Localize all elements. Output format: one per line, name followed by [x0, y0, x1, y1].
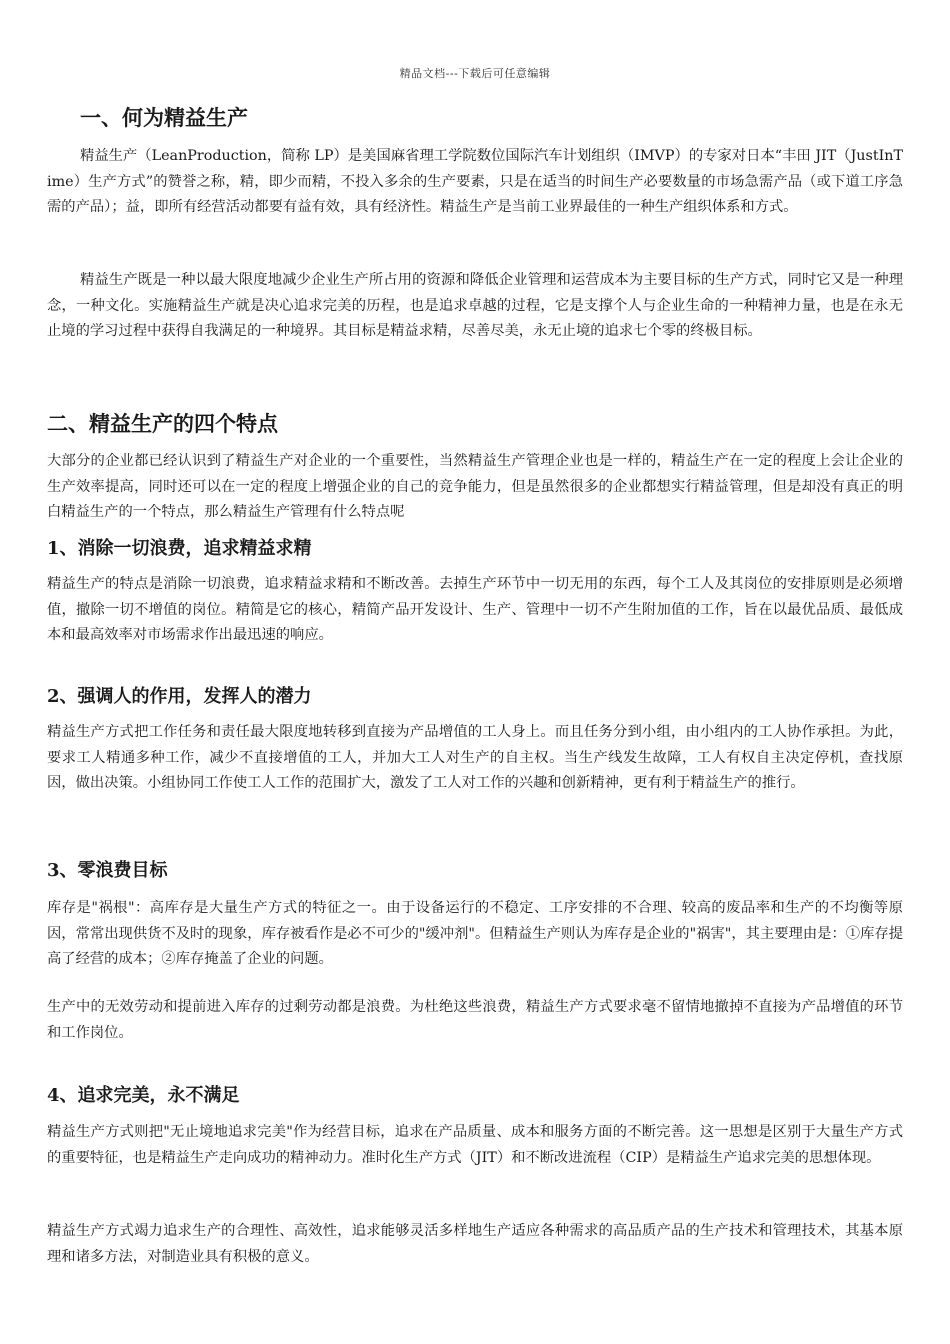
subsection4-title: 4、追求完美，永不满足: [47, 1085, 240, 1106]
subsection3-paragraph-1: 库存是"祸根"：高库存是大量生产方式的特征之一。由于设备运行的不稳定、工序安排的不合理、较高的废品率和生产的不均衡等原因，常常出现供货不及时的现象，库存被看作是必不可少的"缓冲剂"。但精益生产则认为库存是企业的"祸害"，其主要理由是：①库存提高了经营的成本；②库存掩盖了企业的问题。: [47, 900, 903, 967]
section1-paragraph-2: 精益生产既是一种以最大限度地减少企业生产所占用的资源和降低企业管理和运营成本为主要目标的生产方式，同时它又是一种理念，一种文化。实施精益生产就是决心追求完美的历程，也是追求卓越的过程，它是支撑个人与企业生命的一种精神力量，也是在永无止境的学习过程中获得自我满足的一种境界。其目标是精益求精，尽善尽美，永无止境的追求七个零的终极目标。: [47, 272, 903, 339]
subsection1-paragraph: 精益生产的特点是消除一切浪费，追求精益求精和不断改善。去掉生产环节中一切无用的东西，每个工人及其岗位的安排原则是必须增值，撤除一切不增值的岗位。精简是它的核心，精简产品开发设计、生产、管理中一切不产生附加值的工作，旨在以最优品质、最低成本和最高效率对市场需求作出最迅速的响应。: [47, 576, 903, 643]
section2-title: 二、精益生产的四个特点: [47, 411, 278, 436]
subsection2-paragraph: 精益生产方式把工作任务和责任最大限度地转移到直接为产品增值的工人身上。而且任务分到小组，由小组内的工人协作承担。为此，要求工人精通多种工作，减少不直接增值的工人，并加大工人对生产的自主权。当生产线发生故障，工人有权自主决定停机，查找原因，做出决策。小组协同工作使工人工作的范围扩大，激发了工人对工作的兴趣和创新精神，更有利于精益生产的推行。: [47, 724, 903, 791]
subsection2-title: 2、强调人的作用，发挥人的潜力: [47, 686, 312, 707]
subsection1-title: 1、消除一切浪费，追求精益求精: [47, 538, 312, 559]
section2-intro: 大部分的企业都已经认识到了精益生产对企业的一个重要性，当然精益生产管理企业也是一样的，精益生产在一定的程度上会让企业的生产效率提高，同时还可以在一定的程度上增强企业的自己的竞争能力，但是虽然很多的企业都想实行精益管理，但是却没有真正的明白精益生产的一个特点，那么精益生产管理有什么特点呢: [47, 453, 903, 520]
subsection3-title: 3、零浪费目标: [47, 860, 168, 881]
subsection4-paragraph-1: 精益生产方式则把"无止境地追求完美"作为经营目标，追求在产品质量、成本和服务方面的不断完善。这一思想是区别于大量生产方式的重要特征，也是精益生产走向成功的精神动力。准时化生产方式（JIT）和不断改进流程（CIP）是精益生产追求完美的思想体现。: [47, 1124, 903, 1166]
section1-paragraph-1: 精益生产（LeanProduction，简称 LP）是美国麻省理工学院数位国际汽车计划组织（IMVP）的专家对日本“丰田 JIT（JustInTime）生产方式”的赞誉之称，精，即少而精，不投入多余的生产要素，只是在适当的时间生产必要数量的市场急需产品（或下道工序急需的产品）；益，即所有经营活动都要有益有效，具有经济性。精益生产是当前工业界最佳的一种生产组织体系和方式。: [47, 148, 903, 215]
page-header: 精品文档---下载后可任意编辑: [399, 67, 551, 80]
subsection4-paragraph-2: 精益生产方式竭力追求生产的合理性、高效性，追求能够灵活多样地生产适应各种需求的高品质产品的生产技术和管理技术，其基本原理和诸多方法，对制造业具有积极的意义。: [47, 1223, 903, 1265]
section1-title: 一、何为精益生产: [80, 105, 248, 130]
subsection3-paragraph-2: 生产中的无效劳动和提前进入库存的过剩劳动都是浪费。为杜绝这些浪费，精益生产方式要求毫不留情地撤掉不直接为产品增值的环节和工作岗位。: [47, 999, 903, 1041]
